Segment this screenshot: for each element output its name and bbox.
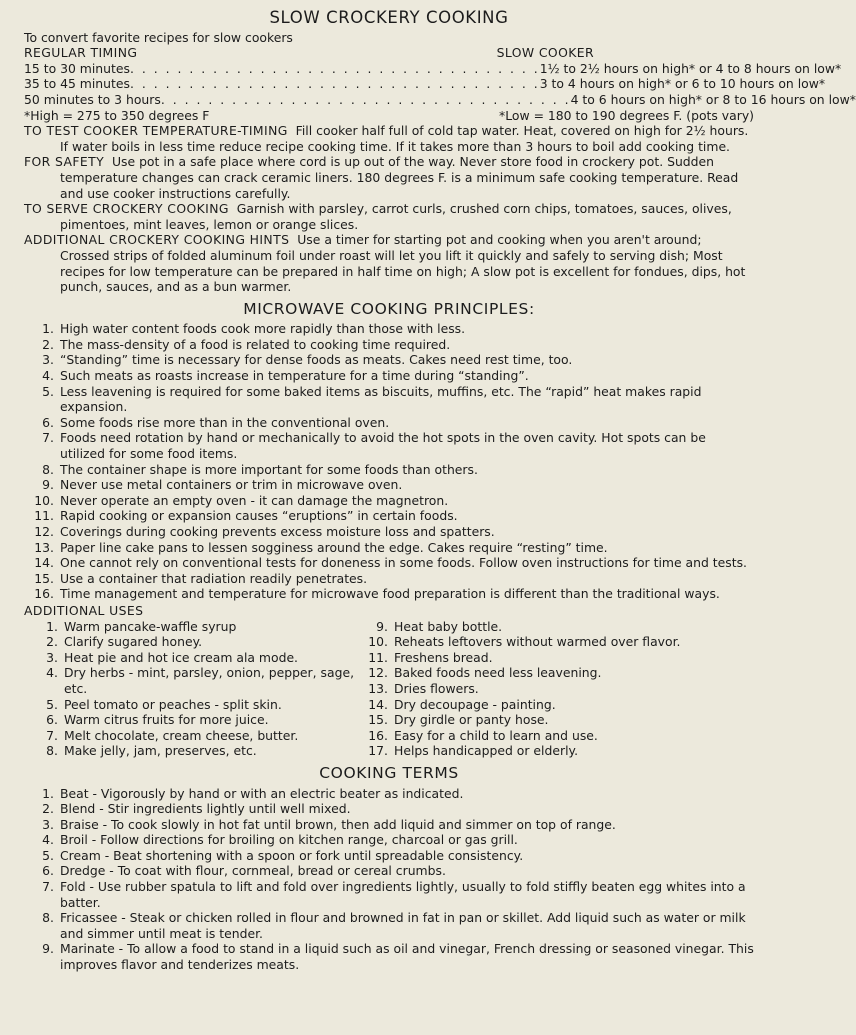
item-number: 4. xyxy=(42,832,54,848)
item-number: 14. xyxy=(34,555,54,571)
list-item xyxy=(24,337,754,353)
item-number: 16. xyxy=(34,586,54,602)
list-item xyxy=(24,352,754,368)
list-item xyxy=(24,743,354,759)
item-text: Coverings during cooking prevents excess moisture loss and spatters. xyxy=(60,524,495,539)
item-text: Warm pancake-waffle syrup xyxy=(64,618,237,634)
timing-row-label: 50 minutes to 3 hours xyxy=(24,91,161,107)
item-text: Beat - Vigorously by hand or with an electric beater as indicated. xyxy=(60,785,464,801)
item-number: 5. xyxy=(42,383,54,399)
leader-dots: . . . . . . . . . . . . . . . . . . . . . . . . . . . . . . . . . . . xyxy=(160,91,571,107)
timing-row-label: 35 to 45 minutes xyxy=(24,76,130,92)
item-number: 9. xyxy=(376,618,388,634)
slow-crockery-title: SLOW CROCKERY COOKING xyxy=(269,8,509,27)
temperature-notes xyxy=(24,108,754,124)
item-number: 8. xyxy=(42,910,54,926)
list-item xyxy=(24,415,754,431)
item-text: Some foods rise more than in the conventional oven. xyxy=(60,414,390,430)
list-item xyxy=(354,743,754,759)
list-item xyxy=(24,619,354,635)
item-number: 7. xyxy=(42,430,54,446)
item-text: High water content foods cook more rapidly than those with less. xyxy=(60,321,466,337)
item-number: 1. xyxy=(42,321,54,337)
list-item xyxy=(24,910,754,941)
list-item xyxy=(24,697,354,713)
item-number: 17. xyxy=(368,743,388,759)
list-item xyxy=(24,848,754,864)
item-text: Foods need rotation by hand or mechanically to avoid the hot spots in the oven cavity. Hot spots can be utilized for some food items. xyxy=(60,430,706,462)
paragraph-text: Use a timer for starting pot and cooking when you aren't around; Crossed strips of folded aluminum foil under roast will let you lift it quickly and safely to serving dish; Most recipes for low temperature can be prepared in half time on high; A slow pot is excellent for fondues, dips, hot punch, sauces, and as a bun warmer. xyxy=(60,232,746,295)
item-number: 15. xyxy=(34,570,54,586)
list-item xyxy=(24,586,754,602)
list-item xyxy=(24,508,754,524)
item-number: 2. xyxy=(46,634,58,650)
list-item xyxy=(24,524,754,540)
item-number: 10. xyxy=(34,492,54,508)
item-text: Dredge - To coat with flour, cornmeal, bread or cereal crumbs. xyxy=(60,863,446,879)
item-number: 13. xyxy=(34,539,54,555)
item-number: 3. xyxy=(42,816,54,832)
test-temperature-paragraph xyxy=(24,123,754,154)
item-text: Fold - Use rubber spatula to lift and fold over ingredients lightly, usually to fold stiffly beaten egg whites into a batter. xyxy=(60,879,746,910)
paragraph-text: Use pot in a safe place where cord is up out of the way. Never store food in crockery pot. Sudden temperature changes can crack ceramic liners. 180 degrees F. is a minimum safe cooking temperature. Read and use cooker instructions carefully. xyxy=(60,154,739,201)
item-number: 7. xyxy=(42,879,54,895)
list-item xyxy=(24,832,754,848)
item-number: 15. xyxy=(368,712,388,728)
item-text: Heat baby bottle. xyxy=(394,618,503,634)
item-text: One cannot rely on conventional tests for doneness in some foods. Follow oven instructions for time and tests. xyxy=(60,555,747,571)
list-item xyxy=(24,863,754,879)
additional-uses-left-list xyxy=(24,619,354,759)
item-text: Baked foods need less leavening. xyxy=(394,665,602,681)
list-item xyxy=(24,801,754,817)
microwave-principles-list xyxy=(24,321,754,602)
item-text: “Standing” time is necessary for dense foods as meats. Cakes need rest time, too. xyxy=(60,352,573,368)
timing-row xyxy=(24,91,856,108)
safety-paragraph xyxy=(24,154,754,201)
slow-cooker-heading: SLOW COOKER xyxy=(496,45,594,61)
item-text: Reheats leftovers without warmed over flavor. xyxy=(394,634,681,650)
list-item xyxy=(24,728,354,744)
item-number: 6. xyxy=(46,712,58,728)
item-text: Marinate - To allow a food to stand in a liquid such as oil and vinegar, French dressing or seasoned vinegar. This improves flavor and tenderizes meats. xyxy=(60,941,754,973)
list-item xyxy=(354,650,754,666)
item-text: Dry herbs - mint, parsley, onion, pepper, sage, etc. xyxy=(64,665,355,696)
item-text: Cream - Beat shortening with a spoon or fork until spreadable consistency. xyxy=(60,847,524,863)
cooking-terms-title: COOKING TERMS xyxy=(319,763,459,782)
leader-dots: . . . . . . . . . . . . . . . . . . . . . . . . . . . . . . . . . . . xyxy=(129,76,540,92)
high-note: *High = 275 to 350 degrees F xyxy=(24,107,210,123)
list-item xyxy=(24,786,754,802)
item-text: Rapid cooking or expansion causes “eruptions” in certain foods. xyxy=(60,508,458,524)
leader-dots: . . . . . . . . . . . . . . . . . . . . . . . . . . . . . . . . . . . xyxy=(129,60,540,76)
paragraph-text: Fill cooker half full of cold tap water. Heat, covered on high for 2½ hours. If water boils in less time reduce recipe cooking time. If it takes more than 3 hours to boil add cooking time. xyxy=(60,123,749,154)
slow-intro: To convert favorite recipes for slow cookers xyxy=(24,29,293,45)
item-text: Time management and temperature for microwave food preparation is different than the traditional ways. xyxy=(60,586,720,602)
list-item xyxy=(24,817,754,833)
timing-header xyxy=(24,45,754,61)
item-number: 10. xyxy=(368,634,388,650)
item-text: Dry decoupage - painting. xyxy=(394,696,556,712)
item-number: 5. xyxy=(46,696,58,712)
timing-row-label: 15 to 30 minutes xyxy=(24,60,130,76)
item-number: 12. xyxy=(368,665,388,681)
item-text: Blend - Stir ingredients lightly until well mixed. xyxy=(60,801,351,817)
item-text: Helps handicapped or elderly. xyxy=(394,743,579,759)
timing-row-value: 3 to 4 hours on high* or 6 to 10 hours on low* xyxy=(539,76,826,92)
item-number: 9. xyxy=(42,941,54,957)
low-note: *Low = 180 to 190 degrees F. (pots vary) xyxy=(499,107,754,123)
list-item xyxy=(24,571,754,587)
item-number: 6. xyxy=(42,863,54,879)
item-number: 4. xyxy=(42,368,54,384)
list-item xyxy=(24,540,754,556)
item-number: 14. xyxy=(368,696,388,712)
item-text: Braise - To cook slowly in hot fat until brown, then add liquid and simmer on top of range. xyxy=(60,816,616,832)
item-number: 12. xyxy=(34,524,54,539)
list-item xyxy=(24,941,754,972)
item-number: 2. xyxy=(42,801,54,817)
microwave-principles-title: MICROWAVE COOKING PRINCIPLES: xyxy=(243,299,535,318)
serve-paragraph xyxy=(24,201,754,232)
item-number: 6. xyxy=(42,414,54,430)
item-text: Easy for a child to learn and use. xyxy=(394,727,598,743)
paragraph-text: Garnish with parsley, carrot curls, crushed corn chips, tomatoes, sauces, olives, pimentoes, mint leaves, lemon or orange slices. xyxy=(60,201,732,232)
item-text: Paper line cake pans to lessen sogginess around the edge. Cakes require “resting” time. xyxy=(60,539,608,555)
item-text: Clarify sugared honey. xyxy=(64,634,203,650)
item-text: Make jelly, jam, preserves, etc. xyxy=(64,743,257,759)
additional-uses-columns xyxy=(24,619,754,759)
item-text: Fricassee - Steak or chicken rolled in flour and browned in fat in pan or skillet. Add liquid such as water or milk and simmer until meat is tender. xyxy=(60,910,746,941)
item-number: 13. xyxy=(368,680,388,696)
list-item xyxy=(24,477,754,493)
list-item xyxy=(24,368,754,384)
list-item xyxy=(354,634,754,650)
paragraph-heading: TO SERVE CROCKERY COOKING xyxy=(24,201,229,217)
item-text: Dries flowers. xyxy=(394,680,479,696)
timing-row xyxy=(24,60,842,77)
item-number: 4. xyxy=(46,665,58,681)
list-item xyxy=(24,430,754,461)
item-number: 7. xyxy=(46,727,58,743)
item-text: Dry girdle or panty hose. xyxy=(394,712,549,728)
item-number: 3. xyxy=(42,352,54,368)
list-item xyxy=(354,619,754,635)
paragraph-heading: FOR SAFETY xyxy=(24,154,105,170)
list-item xyxy=(24,321,754,337)
item-text: Broil - Follow directions for broiling on kitchen range, charcoal or gas grill. xyxy=(60,832,518,848)
list-item xyxy=(24,493,754,509)
list-item xyxy=(354,712,754,728)
item-text: The container shape is more important for some foods than others. xyxy=(60,461,478,477)
list-item xyxy=(24,555,754,571)
item-number: 1. xyxy=(46,618,58,634)
hints-paragraph xyxy=(24,232,754,294)
item-text: Heat pie and hot ice cream ala mode. xyxy=(64,649,299,665)
item-text: Less leavening is required for some baked items as biscuits, muffins, etc. The “rapid” heat makes rapid expansion. xyxy=(60,383,702,415)
item-number: 1. xyxy=(42,785,54,801)
item-number: 16. xyxy=(368,727,388,743)
list-item xyxy=(354,728,754,744)
item-text: Never use metal containers or trim in microwave oven. xyxy=(60,477,403,493)
timing-row-value: 4 to 6 hours on high* or 8 to 16 hours on low* xyxy=(570,91,856,107)
timing-row-value: 1½ to 2½ hours on high* or 4 to 8 hours on low* xyxy=(539,60,842,76)
list-item xyxy=(24,634,354,650)
item-text: Peel tomato or peaches - split skin. xyxy=(64,696,282,712)
item-number: 8. xyxy=(42,461,54,477)
list-item xyxy=(354,697,754,713)
additional-uses-title: ADDITIONAL USES xyxy=(24,602,144,618)
item-number: 2. xyxy=(42,336,54,352)
item-number: 9. xyxy=(42,477,54,493)
list-item xyxy=(24,665,354,696)
list-item xyxy=(354,681,754,697)
item-text: Such meats as roasts increase in temperature for a time during “standing”. xyxy=(60,368,529,384)
cooking-terms-list xyxy=(24,786,754,973)
list-item xyxy=(24,650,354,666)
list-item xyxy=(24,712,354,728)
item-text: Melt chocolate, cream cheese, butter. xyxy=(64,727,299,743)
list-item xyxy=(24,879,754,910)
list-item xyxy=(24,462,754,478)
paragraph-heading: TO TEST COOKER TEMPERATURE-TIMING xyxy=(24,123,288,139)
paragraph-heading: ADDITIONAL CROCKERY COOKING HINTS xyxy=(24,232,290,248)
item-number: 5. xyxy=(42,847,54,863)
item-number: 8. xyxy=(46,743,58,759)
item-number: 11. xyxy=(368,649,388,665)
item-text: Warm citrus fruits for more juice. xyxy=(64,712,269,728)
additional-uses-right-list xyxy=(354,619,754,759)
item-number: 11. xyxy=(34,508,54,524)
item-number: 3. xyxy=(46,649,58,665)
regular-timing-heading: REGULAR TIMING xyxy=(24,45,138,61)
list-item xyxy=(24,384,754,415)
timing-row xyxy=(24,76,826,92)
item-text: Use a container that radiation readily penetrates. xyxy=(60,570,368,586)
item-text: Freshens bread. xyxy=(394,649,493,665)
list-item xyxy=(354,665,754,681)
item-text: Never operate an empty oven - it can damage the magnetron. xyxy=(60,492,449,508)
item-text: The mass-density of a food is related to cooking time required. xyxy=(60,336,451,352)
